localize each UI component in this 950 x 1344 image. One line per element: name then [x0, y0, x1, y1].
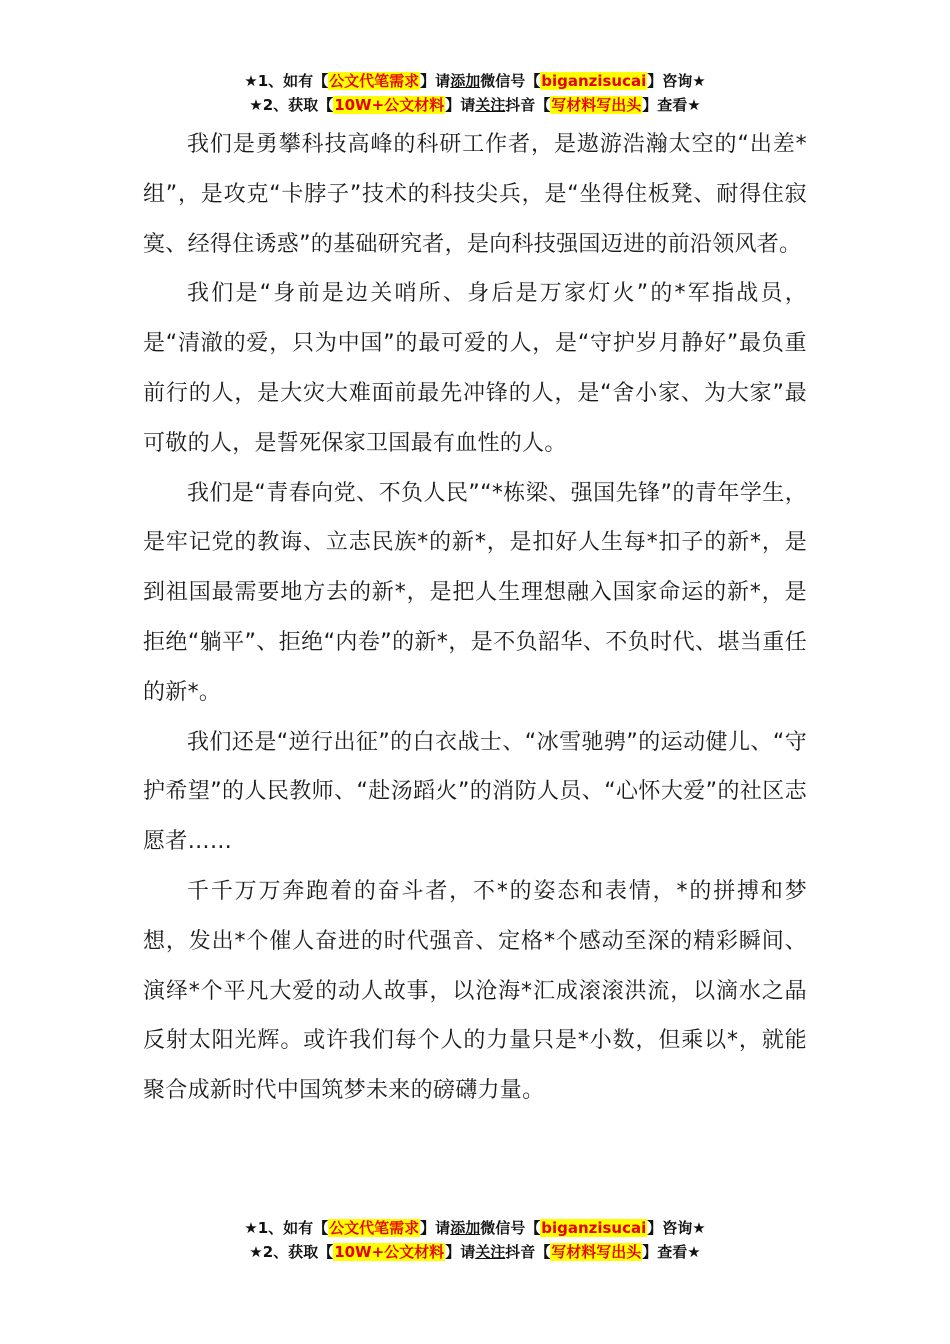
paragraph-soldiers: 我们是“身前是边关哨所、身后是万家灯火”的*军指战员，是“清澈的爱，只为中国”的最可爱的人，是“守护岁月静好”最负重前行的人，是大灾大难面前最先冲锋的人，是“舍小家、为大家”最可敬的人，是誓死保家卫国最有血性的人。	[143, 281, 807, 456]
promo-highlight-materials: 10W+公文材料	[334, 96, 445, 114]
paragraph-researchers: 我们是勇攀科技高峰的科研工作者，是遨游浩瀚太空的“出差*组”，是攻克“卡脖子”技术的科技尖兵，是“坐得住板凳、耐得住寂寞、经得住诱惑”的基础研究者，是向科技强国迈进的前沿领风者。	[143, 132, 807, 257]
promo-highlight-wechat-id: biganzisucai	[541, 1219, 647, 1237]
promo-text: 】请	[445, 96, 476, 114]
promo-text: 】请	[445, 1243, 476, 1261]
paragraph-frontline-workers: 我们还是“逆行出征”的白衣战士、“冰雪驰骋”的运动健儿、“守护希望”的人民教师、“赴汤蹈火”的消防人员、“心怀大爱”的社区志愿者……	[143, 729, 807, 855]
footer-promo-banner	[0, 1216, 950, 1264]
promo-text: ★2、获取【	[249, 1243, 334, 1261]
promo-highlight-wechat-id: biganzisucai	[541, 72, 647, 90]
promo-text: 】请	[420, 1219, 451, 1237]
promo-underlined-text: 添加	[450, 72, 481, 90]
promo-underlined-text: 关注	[475, 1243, 506, 1261]
promo-text: ★1、如有【	[244, 72, 329, 90]
promo-underlined-text: 关注	[475, 96, 506, 114]
promo-underlined-text: 添加	[450, 1219, 481, 1237]
promo-line-2	[0, 1240, 950, 1264]
document-body	[143, 120, 807, 1116]
header-promo-banner	[0, 69, 950, 117]
promo-line-2	[0, 93, 950, 117]
promo-text: 】咨询★	[647, 1219, 706, 1237]
promo-text: ★2、获取【	[249, 96, 334, 114]
promo-text: 微信号【	[480, 1219, 541, 1237]
promo-text: 】查看★	[642, 96, 701, 114]
promo-highlight-douyin-account: 写材料写出头	[551, 96, 642, 114]
promo-text: 抖音【	[505, 96, 551, 114]
paragraph-strivers: 千千万万奔跑着的奋斗者，不*的姿态和表情，*的拼搏和梦想，发出*个催人奋进的时代强音、定格*个感动至深的精彩瞬间、演绎*个平凡大爱的动人故事，以沧海*汇成滚滚洪流，以滴水之晶反射太阳光辉。或许我们每个人的力量只是*小数，但乘以*，就能聚合成新时代中国筑梦未来的磅礴力量。	[143, 878, 807, 1104]
promo-highlight-service: 公文代笔需求	[329, 1219, 420, 1237]
promo-highlight-douyin-account: 写材料写出头	[551, 1243, 642, 1261]
promo-highlight-materials: 10W+公文材料	[334, 1243, 445, 1261]
promo-text: 】请	[420, 72, 451, 90]
paragraph-students: 我们是“青春向党、不负人民”“*栋梁、强国先锋”的青年学生，是牢记党的教诲、立志民族*的新*，是扣好人生每*扣子的新*，是到祖国最需要地方去的新*，是把人生理想融入国家命运的新*，是拒绝“躺平”、拒绝“内卷”的新*，是不负韶华、不负时代、堪当重任的新*。	[143, 480, 807, 705]
promo-text: 】咨询★	[647, 72, 706, 90]
promo-text: 】查看★	[642, 1243, 701, 1261]
promo-line-1	[0, 69, 950, 93]
promo-text: 微信号【	[480, 72, 541, 90]
promo-line-1	[0, 1216, 950, 1240]
promo-text: ★1、如有【	[244, 1219, 329, 1237]
promo-text: 抖音【	[505, 1243, 551, 1261]
promo-highlight-service: 公文代笔需求	[329, 72, 420, 90]
